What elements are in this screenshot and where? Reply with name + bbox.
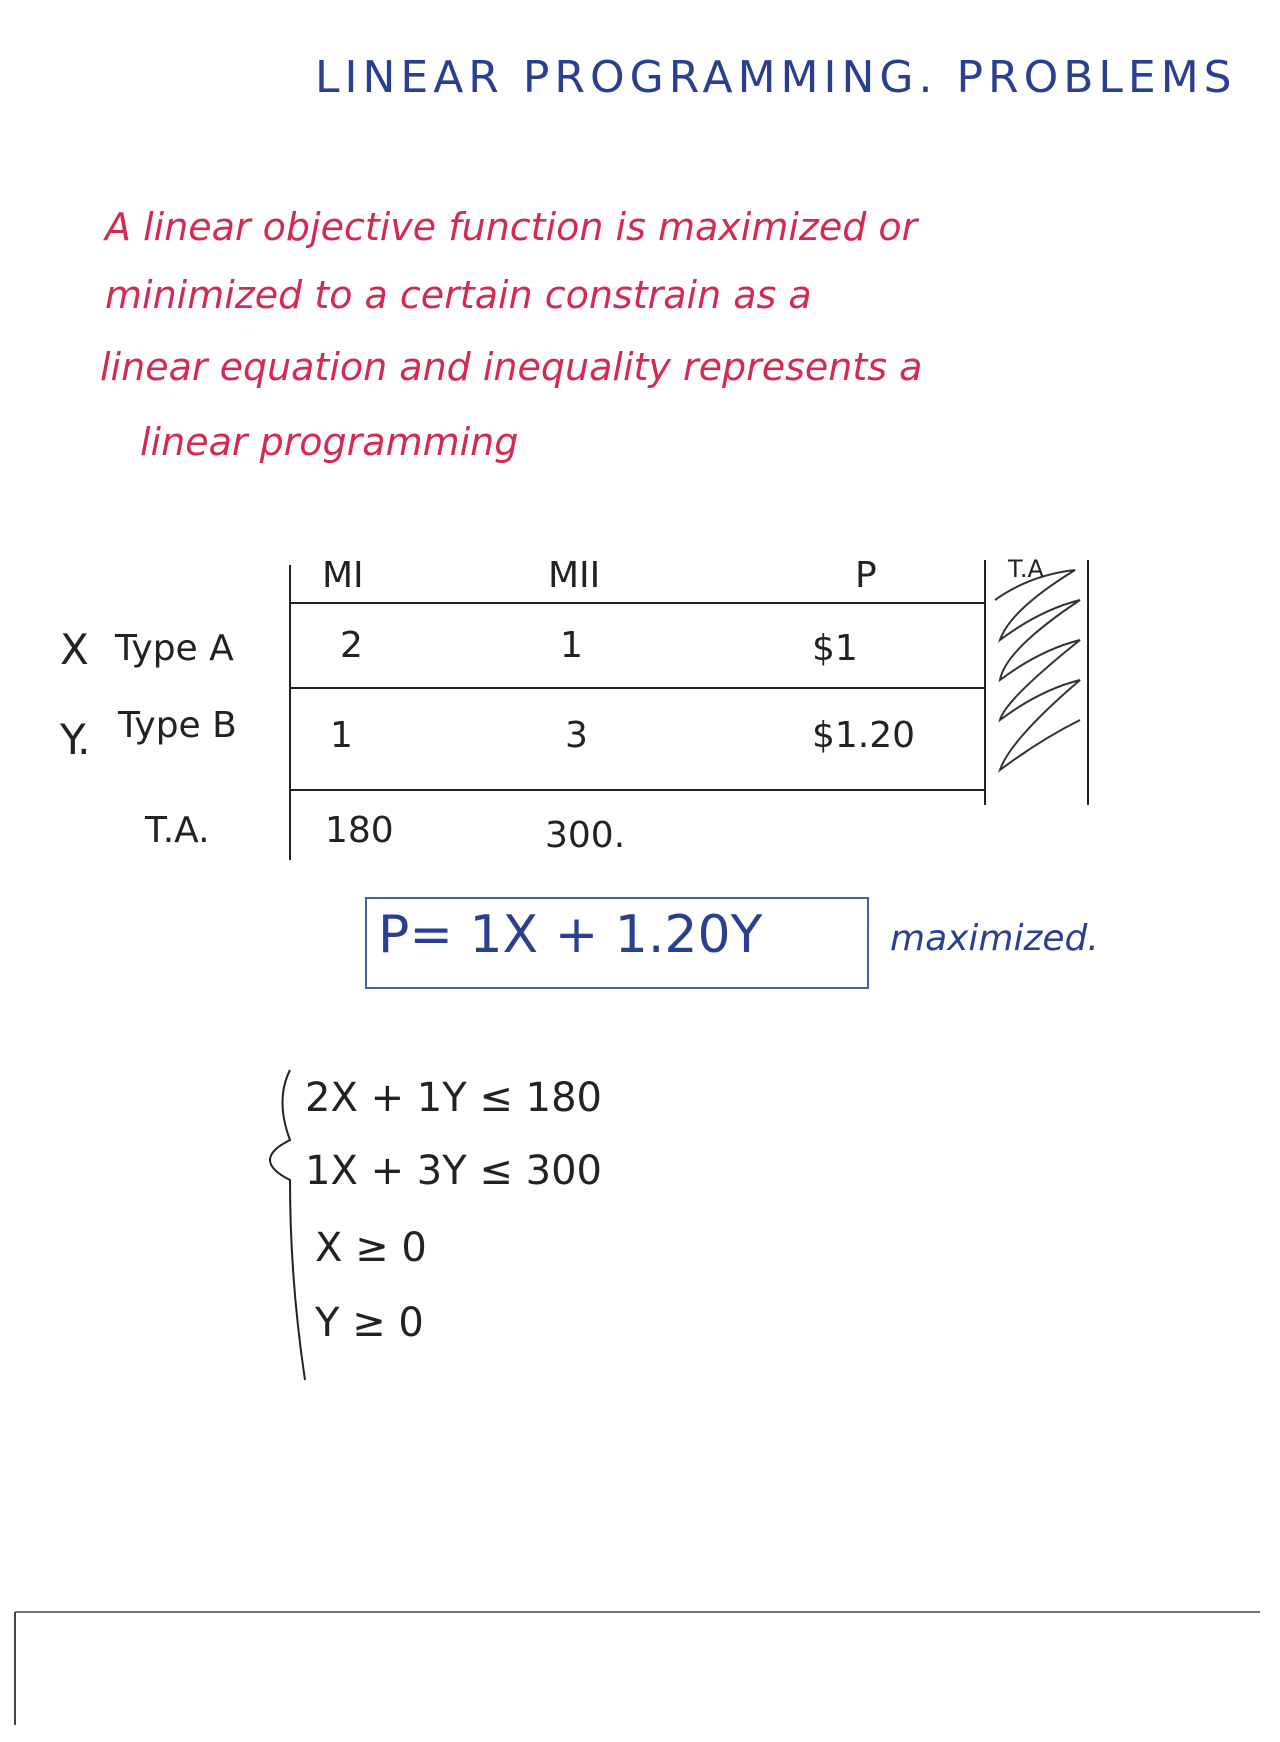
- row2-label: Type B: [118, 705, 237, 746]
- header-p: P: [855, 555, 877, 596]
- row3-mii: 300.: [545, 815, 626, 856]
- row2-mii: 3: [565, 715, 588, 756]
- row2-mi: 1: [330, 715, 353, 756]
- row3-mi: 180: [325, 810, 394, 851]
- row1-label: Type A: [115, 628, 234, 669]
- page-title: LINEAR PROGRAMMING. PROBLEMS: [315, 52, 1237, 103]
- constraint-1: 2X + 1Y ≤ 180: [305, 1075, 602, 1121]
- definition-line-2: minimized to a certain constrain as a: [105, 273, 812, 317]
- row2-var: Y.: [60, 715, 91, 764]
- definition-line-4: linear programming: [140, 420, 519, 464]
- objective-equation: P= 1X + 1.20Y: [378, 905, 763, 965]
- header-ta: T.A: [1008, 555, 1044, 583]
- row1-mi: 2: [340, 625, 363, 666]
- row1-p: $1: [812, 628, 858, 669]
- header-mi: MI: [322, 555, 364, 596]
- row1-mii: 1: [560, 625, 583, 666]
- constraint-3: X ≥ 0: [315, 1225, 427, 1271]
- system-brace: [270, 1070, 305, 1380]
- row2-p: $1.20: [812, 715, 916, 756]
- constraint-2: 1X + 3Y ≤ 300: [305, 1148, 602, 1194]
- constraint-4: Y ≥ 0: [315, 1300, 424, 1346]
- row3-label: T.A.: [145, 810, 210, 851]
- definition-line-1: A linear objective function is maximized or: [105, 205, 918, 249]
- row1-var: X: [60, 625, 89, 674]
- header-mii: MII: [548, 555, 601, 596]
- hatched-column: [995, 570, 1080, 770]
- definition-line-3: linear equation and inequality represents a: [100, 345, 923, 389]
- objective-note: maximized.: [890, 918, 1099, 959]
